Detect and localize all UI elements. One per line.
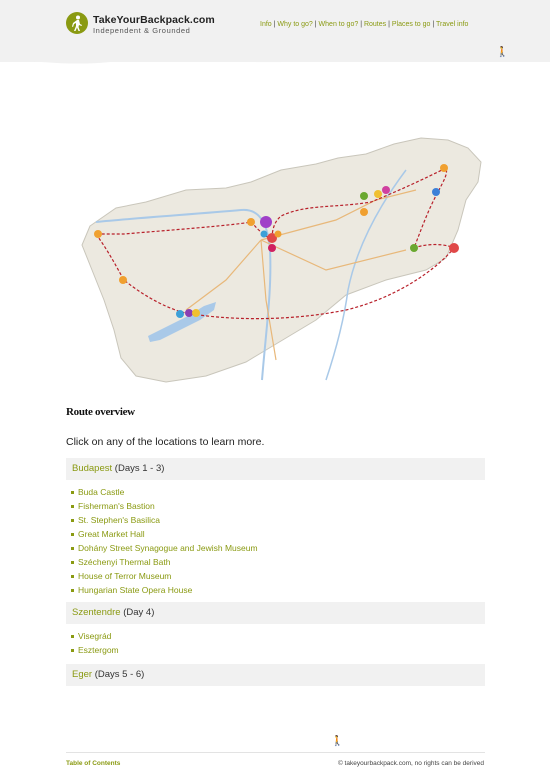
map-marker[interactable]: [374, 190, 382, 198]
map-marker[interactable]: [176, 310, 184, 318]
list-item[interactable]: Fisherman's Bastion: [71, 499, 258, 513]
szentendre-list: [71, 629, 119, 657]
section-place-link[interactable]: Szentendre: [72, 607, 121, 618]
footer-divider: [66, 752, 485, 753]
list-item[interactable]: Esztergom: [71, 643, 119, 657]
nav-item-places-to-go[interactable]: Places to go: [391, 21, 431, 28]
nav-item-travel-info[interactable]: Travel info: [436, 21, 469, 28]
list-item[interactable]: House of Terror Museum: [71, 569, 258, 583]
brand-name[interactable]: TakeYourBackpack.com: [93, 14, 215, 26]
map-marker[interactable]: [192, 309, 200, 317]
nav-item-info[interactable]: Info: [260, 21, 272, 28]
route-map-svg[interactable]: [76, 130, 487, 384]
section-days: (Day 4): [123, 607, 155, 618]
map-marker[interactable]: [261, 231, 268, 238]
map-marker[interactable]: [94, 230, 102, 238]
list-item[interactable]: St. Stephen's Basilica: [71, 513, 258, 527]
map-marker[interactable]: [360, 192, 368, 200]
list-item[interactable]: Hungarian State Opera House: [71, 583, 258, 597]
map-marker[interactable]: [382, 186, 390, 194]
section-szentendre: [66, 602, 485, 624]
list-item[interactable]: Buda Castle: [71, 485, 258, 499]
map-marker[interactable]: [247, 218, 255, 226]
map-marker[interactable]: [119, 276, 127, 284]
intro-text: Click on any of the locations to learn more.: [66, 436, 265, 448]
hungary-map-shape: [82, 138, 481, 382]
nav-item-when-to-go[interactable]: When to go?: [318, 21, 359, 28]
nav-item-why-to-go[interactable]: Why to go?: [277, 21, 313, 28]
table-of-contents-link[interactable]: Table of Contents: [66, 760, 121, 767]
route-map[interactable]: [76, 130, 487, 384]
page-title: Route overview: [66, 406, 135, 418]
hiker-icon: 🚶: [496, 47, 509, 58]
map-marker[interactable]: [260, 216, 272, 228]
budapest-list: [71, 485, 258, 597]
brand-tagline: Independent & Grounded: [93, 26, 191, 35]
map-marker[interactable]: [268, 244, 276, 252]
section-place-link[interactable]: Eger: [72, 669, 93, 680]
list-item[interactable]: Dohány Street Synagogue and Jewish Museum: [71, 541, 258, 555]
copyright-text: © takeyourbackpack.com, no rights can be derived: [337, 760, 484, 767]
map-marker[interactable]: [275, 231, 282, 238]
map-marker[interactable]: [440, 164, 448, 172]
map-marker[interactable]: [449, 243, 459, 253]
section-days: (Days 1 - 3): [114, 463, 165, 474]
map-marker[interactable]: [185, 309, 193, 317]
section-days: (Days 5 - 6): [94, 669, 145, 680]
list-item[interactable]: Great Market Hall: [71, 527, 258, 541]
list-item[interactable]: Visegrád: [71, 629, 119, 643]
section-budapest: [66, 458, 485, 480]
map-marker[interactable]: [432, 188, 440, 196]
globe-hiker-logo-icon[interactable]: [66, 12, 88, 34]
section-eger: [66, 664, 485, 686]
list-item[interactable]: Széchenyi Thermal Bath: [71, 555, 258, 569]
map-marker[interactable]: [410, 244, 418, 252]
top-nav: Info | Why to go? | When to go? | Routes | Places to go | Travel info: [260, 21, 469, 28]
header-wave: [0, 48, 550, 74]
section-place-link[interactable]: Budapest: [72, 463, 113, 474]
map-marker[interactable]: [360, 208, 368, 216]
hiker-icon: 🚶: [331, 736, 344, 747]
nav-item-routes[interactable]: Routes: [363, 21, 387, 28]
